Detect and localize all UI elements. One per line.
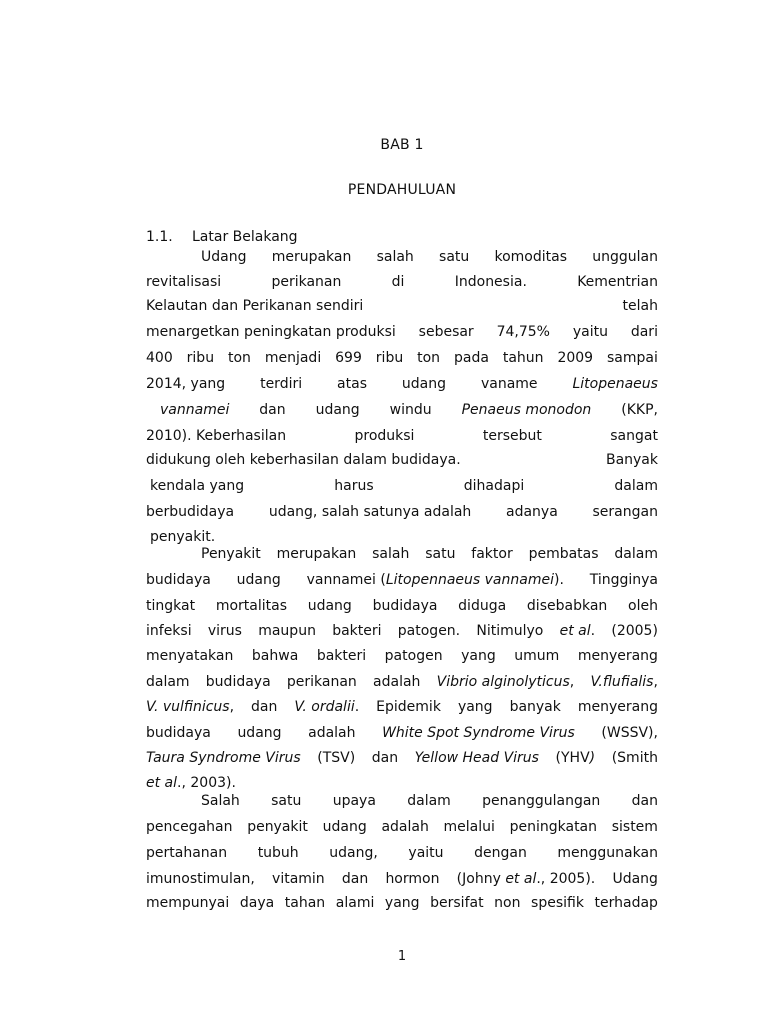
paragraph-line: berbudidaya udang, salah satunya adalah adanya serangan — [146, 504, 658, 520]
paragraph-line: 2014, yang terdiri atas udang vaname Litopenaeus — [146, 376, 658, 392]
paragraph-line: revitalisasi perikanan di Indonesia. Kementrian — [146, 274, 658, 290]
section-number: 1.1. — [146, 229, 173, 245]
section-title-text: Latar Belakang — [192, 229, 298, 245]
paragraph-line: penyakit. — [150, 529, 216, 545]
page-number: 1 — [397, 949, 407, 964]
chapter-title: PENDAHULUAN — [347, 182, 457, 198]
paragraph-line: kendala yang harus dihadapi dalam — [150, 478, 658, 494]
paragraph-line: didukung oleh keberhasilan dalam budidaya. Banyak — [146, 452, 658, 468]
paragraph-line: Taura Syndrome Virus (TSV) dan Yellow Head Virus (YHV) (Smith — [146, 750, 658, 766]
paragraph-line: infeksi virus maupun bakteri patogen. Nitimulyo et al. (2005) — [146, 623, 658, 639]
paragraph-line: menyatakan bahwa bakteri patogen yang umum menyerang — [146, 648, 658, 664]
paragraph-line: Udang merupakan salah satu komoditas unggulan — [201, 249, 658, 265]
paragraph-line: dalam budidaya perikanan adalah Vibrio alginolyticus, V.flufialis, — [146, 674, 658, 690]
paragraph-line: tingkat mortalitas udang budidaya diduga disebabkan oleh — [146, 598, 658, 614]
paragraph-line: 400 ribu ton menjadi 699 ribu ton pada tahun 2009 sampai — [146, 350, 658, 366]
paragraph-line: pencegahan penyakit udang adalah melalui peningkatan sistem — [146, 819, 658, 835]
paragraph-line: Kelautan dan Perikanan sendiri telah — [146, 298, 658, 314]
section-title — [146, 229, 298, 245]
paragraph-line: Salah satu upaya dalam penanggulangan dan — [201, 793, 658, 809]
paragraph-line: Penyakit merupakan salah satu faktor pembatas dalam — [201, 546, 658, 562]
paragraph-line: pertahanan tubuh udang, yaitu dengan menggunakan — [146, 845, 658, 861]
paragraph-line: imunostimulan, vitamin dan hormon (Johny et al., 2005). Udang — [146, 871, 658, 887]
paragraph-line: mempunyai daya tahan alami yang bersifat non spesifik terhadap — [146, 895, 658, 911]
paragraph-line: V. vulfinicus, dan V. ordalii. Epidemik yang banyak menyerang — [146, 699, 658, 715]
chapter-heading: BAB 1 — [380, 137, 424, 153]
paragraph-line: 2010). Keberhasilan produksi tersebut sangat — [146, 428, 658, 444]
paragraph-line: et al., 2003). — [146, 775, 236, 791]
paragraph-line: budidaya udang vannamei (Litopennaeus vannamei). Tingginya — [146, 572, 658, 588]
paragraph-line: budidaya udang adalah White Spot Syndrome Virus (WSSV), — [146, 725, 658, 741]
paragraph-line: menargetkan peningkatan produksi sebesar 74,75% yaitu dari — [146, 324, 658, 340]
paragraph-line: vannamei dan udang windu Penaeus monodon (KKP, — [160, 402, 658, 418]
